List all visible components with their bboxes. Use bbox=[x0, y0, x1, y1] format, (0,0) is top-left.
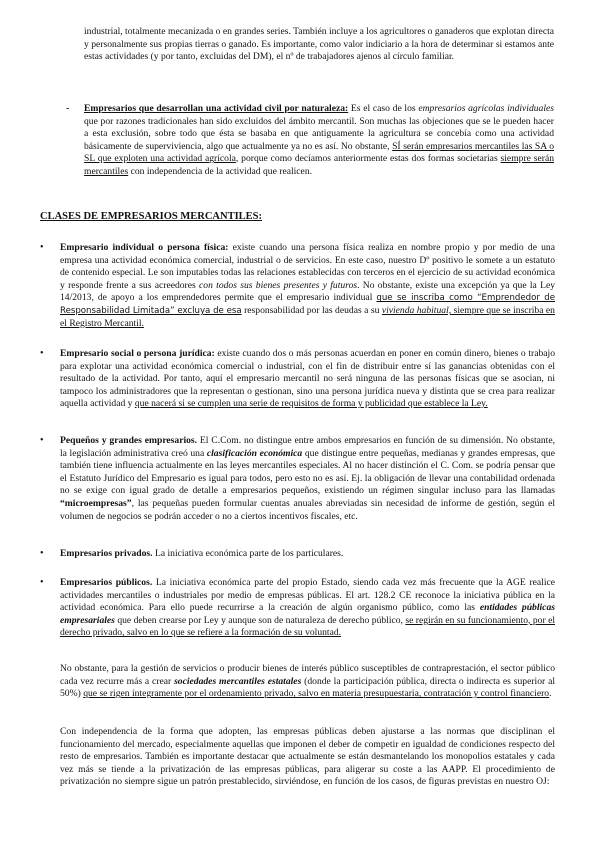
bullet-marker: • bbox=[40, 242, 44, 253]
bullet-marker: • bbox=[40, 577, 44, 588]
dash-marker: - bbox=[66, 103, 70, 114]
private-heading: Empresarios privados. bbox=[60, 548, 153, 559]
individual-entrepreneur-paragraph: Empresario individual o persona física: existe cuando una persona física realiza en nombre propio y por medio de una empresa una actividad económica comercial, industrial o de servicios. En este caso, nuestro Dº positivo le somete a un estatuto de contenido especial. Le son imputables todas las relaciones establecidas con terceros en el ejercicio de su actividad económica y responde frente a sus acreedores con todos sus bienes presentes y futuros. No obstante, existe una excepción ya que la Ley 14/2013, de apoyo a los emprendedores permite que el empresario individual que se inscriba como “Emprendedor de Responsabilidad Limitada” excluya de esa responsabilidad por las deudas a su vivienda habitual, siempre que se inscriba en el Registro Mercantil. bbox=[60, 242, 555, 329]
small-large-entrepreneurs-paragraph: Pequeños y grandes empresarios. El C.Com. no distingue entre ambos empresarios en función de su dimensión. No obstante, la legislación administrativa creó una clasificación económica que distingue entre pequeñas, medianas y grandes empresas, que también tiene influencia actualmente en las leyes mercantiles especiales. Al no hacer distinción el C. Com. se podría pensar que el Estatuto Jurídico del Empresario es igual para todos, pero esto no es así. Ej. la obligación de llevar una contabilidad ordenada no se exige con igual grado de detalle a empresarios pequeños, existiendo un régimen singular incluso para las llamadas “microempresas”, las pequeñas pueden formular cuentas anuales abreviadas sin necesidad de informe de gestión, según el volumen de negocios se podrán acceder o no a ciertos incentivos fiscales, etc. bbox=[60, 435, 556, 522]
social-entrepreneur-paragraph: Empresario social o persona jurídica: existe cuando dos o más personas acuerdan en poner en común dinero, bienes o trabajo para explotar una actividad económica comercial o industrial, con el fin de distribuir entre sí las ganancias obtenidas con el resultado de la actividad. Por tanto, aquí el empresario mercantil no será ninguna de las personas físicas que se asocian, ni tampoco los administradores que la representan o gestionan, sino una persona jurídica nueva y distinta que se crea para realizar aquella actividad y que nacerá si se cumplen una serie de requisitos de forma y publicidad que establece la Ley. bbox=[60, 348, 555, 410]
civil-activity-paragraph: Empresarios que desarrollan una actividad civil por naturaleza: Es el caso de los empresarios agrícolas individuales que por razones tradicionales han sido excluidos del ámbito mercantil. Son muchas las objeciones que se le pueden hacer a esta exclusión, sobre todo que ésta se basaba en que antiguamente la agricultura se concebía como una actividad básicamente de superviviencia, algo que actualmente ya no es así. No obstante, SÍ serán empresarios mercantiles las SA o SL que exploten una actividad agrícola, porque como decíamos anteriormente estas dos formas societarias siempre serán mercantiles con independencia de la actividad que realicen. bbox=[84, 103, 555, 177]
intro-paragraph: industrial, totalmente mecanizada o en grandes series. También incluye a los agricultores o ganaderos que explotan directa y personalmente sus propias tierras o ganado. Es importante, como valor indiciario a la hora de determinar si estamos ante estas actividades (y por tanto, excluidas del DM), el nº de trabajadores ajenos al círculo familiar. bbox=[84, 26, 554, 63]
bullet-marker: • bbox=[40, 435, 44, 446]
bullet-marker: • bbox=[40, 348, 44, 359]
state-companies-paragraph: No obstante, para la gestión de servicios o producir bienes de interés público susceptibles de contraprestación, el sector público cada vez recurre más a crear sociedades mercantiles estatales (donde la participación pública, directa o indirecta es superior al 50%) que se rigen íntegramente por el ordenamiento privado, salvo en materia presupuestaria, contratación y control financiero. bbox=[60, 663, 555, 700]
individual-entrepreneur-heading: Empresario individual o persona física: bbox=[60, 242, 229, 253]
privatization-paragraph: Con independencia de la forma que adopten, las empresas públicas deben ajustarse a las normas que disciplinan el funcionamiento del mercado, especialmente aquellas que imponen el deber de competir en igualdad de condiciones respecto del resto de empresarios. También es importante destacar que actualmente se están desmantelando los monopolios estatales y cada vez más se tiende a la privatización de las empresas públicas, para aligerar su coste a las AAPP. El procedimiento de privatización no siempre sigue un patrón prestablecido, sirviéndose, en función de los casos, de figuras previstas en nuestro OJ: bbox=[60, 726, 555, 788]
small-large-heading: Pequeños y grandes empresarios. bbox=[60, 435, 198, 446]
social-entrepreneur-heading: Empresario social o persona jurídica: bbox=[60, 348, 215, 359]
section-title: CLASES DE EMPRESARIOS MERCANTILES: bbox=[40, 211, 263, 222]
civil-activity-heading: Empresarios que desarrollan una actividad civil por naturaleza: bbox=[84, 103, 349, 114]
public-heading: Empresarios públicos. bbox=[60, 577, 153, 588]
public-entrepreneurs-paragraph: Empresarios públicos. La iniciativa económica parte del propio Estado, siendo cada vez más frecuente que la AGE realice actividades mercantiles o industriales por medio de empresas públicas. El art. 128.2 CE reconoce la iniciativa pública en la actividad económica. Para ello puede recurrirse a la creación de algún organismo público, como las entidades públicas empresariales que deben crearse por Ley y aunque son de naturaleza de derecho público, se regirán en su funcionamiento, por el derecho privado, salvo en lo que se refiere a la formación de su voluntad. bbox=[60, 577, 555, 639]
bullet-marker: • bbox=[40, 548, 44, 559]
private-entrepreneurs-paragraph: Empresarios privados. La iniciativa económica parte de los particulares. bbox=[60, 548, 344, 559]
